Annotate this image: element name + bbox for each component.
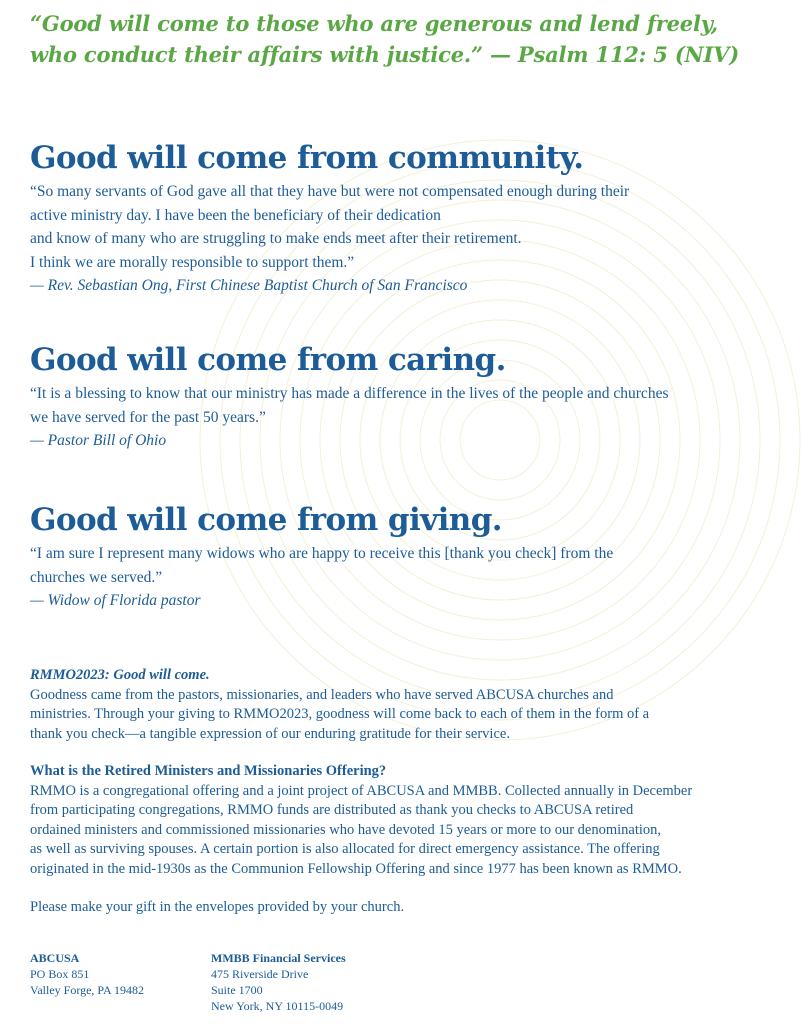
psalm-line-1: “Good will come to those who are generous and lend freely, xyxy=(30,11,718,36)
what-is-rmmo-block xyxy=(30,762,785,879)
section-heading: Good will come from caring. xyxy=(30,342,506,378)
rmmo2023-block xyxy=(30,666,785,744)
address-abcusa xyxy=(30,950,144,998)
address-line: Suite 1700 xyxy=(211,983,263,997)
quote-attribution: — Pastor Bill of Ohio xyxy=(30,432,167,449)
psalm-quote xyxy=(30,8,790,70)
closing-text: Please make your gift in the envelopes provided by your church. xyxy=(30,899,405,915)
closing-line xyxy=(30,898,785,918)
section-community xyxy=(30,140,785,298)
address-mmbb xyxy=(211,950,346,1014)
psalm-line-2: who conduct their affairs with justice.” — Psalm 112: 5 (NIV) xyxy=(30,42,740,67)
quote-line: active ministry day. I have been the beneficiary of their dedication xyxy=(30,206,441,224)
paragraph-line: ministries. Through your giving to RMMO2023, goodness will come back to each of them in the form of a xyxy=(30,706,650,722)
rmmo2023-heading: RMMO2023: Good will come. xyxy=(30,667,210,683)
paragraph-line: RMMO is a congregational offering and a joint project of ABCUSA and MMBB. Collected annually in December xyxy=(30,782,693,799)
address-name: MMBB Financial Services xyxy=(211,951,346,965)
address-line: New York, NY 10115-0049 xyxy=(211,999,344,1013)
quote-line: I think we are morally responsible to support them.” xyxy=(30,253,355,271)
quote-line: and know of many who are struggling to make ends meet after their retirement. xyxy=(30,230,522,247)
section-quote xyxy=(30,382,785,429)
quote-line: “So many servants of God gave all that they have but were not compensated enough during their xyxy=(30,183,630,200)
section-giving xyxy=(30,502,785,613)
paragraph-line: Goodness came from the pastors, missionaries, and leaders who have served ABCUSA churches and xyxy=(30,686,614,703)
quote-attribution: — Rev. Sebastian Ong, First Chinese Baptist Church of San Francisco xyxy=(30,277,468,294)
section-quote xyxy=(30,180,785,274)
address-line: PO Box 851 xyxy=(30,967,90,981)
quote-line: we have served for the past 50 years.” xyxy=(30,408,266,426)
section-caring xyxy=(30,342,785,453)
what-is-heading: What is the Retired Ministers and Missionaries Offering? xyxy=(30,763,387,779)
paragraph-line: originated in the mid-1930s as the Communion Fellowship Offering and since 1977 has been known as RMMO. xyxy=(30,860,682,877)
address-line: Valley Forge, PA 19482 xyxy=(30,983,145,997)
address-line: 475 Riverside Drive xyxy=(211,967,309,981)
quote-line: “I am sure I represent many widows who are happy to receive this [thank you check] from the xyxy=(30,545,614,562)
section-heading: Good will come from giving. xyxy=(30,502,502,538)
paragraph-line: as well as surviving spouses. A certain portion is also allocated for direct emergency assistance. The offering xyxy=(30,841,660,857)
quote-line: churches we served.” xyxy=(30,568,163,586)
address-name: ABCUSA xyxy=(30,951,80,965)
paragraph-line: from participating congregations, RMMO funds are distributed as thank you checks to ABCUSA retired xyxy=(30,802,634,818)
section-quote xyxy=(30,542,785,589)
paragraph-line: thank you check—a tangible expression of our enduring gratitude for their service. xyxy=(30,725,510,742)
paragraph-line: ordained ministers and commissioned missionaries who have devoted 15 years or more to our denomination, xyxy=(30,821,662,838)
quote-line: “It is a blessing to know that our ministry has made a difference in the lives of the people and churches xyxy=(30,385,669,402)
section-heading: Good will come from community. xyxy=(30,140,584,176)
quote-attribution: — Widow of Florida pastor xyxy=(30,592,201,609)
